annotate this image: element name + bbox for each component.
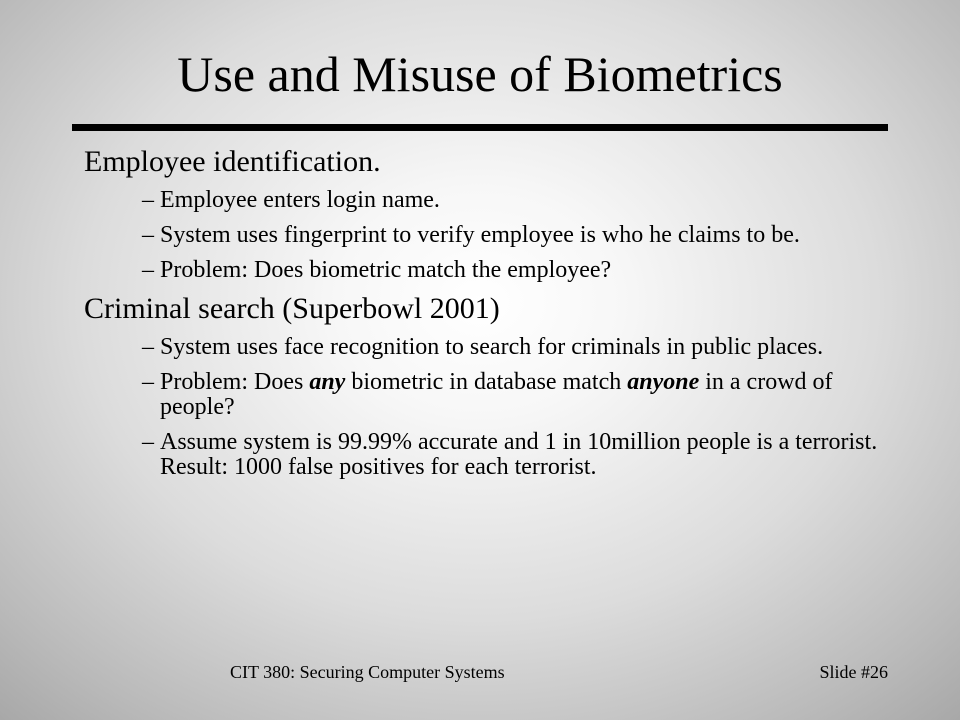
sub-bullet-text: System uses face recognition to search for criminals in public places. [160,334,824,360]
bullet-criminal-search: Criminal search (Superbowl 2001) [84,292,500,325]
slide-title: Use and Misuse of Biometrics [177,46,783,102]
sub-bullet-text-part: biometric in database match [345,369,628,395]
sub-bullet-face-recognition [84,335,904,360]
bullet-employee-identification: Employee identification. [84,145,381,178]
dash-marker: – [142,334,154,360]
sub-bullet-fingerprint [84,223,904,248]
slide-body [84,142,904,480]
emphasis-any: any [309,369,346,395]
emphasis-anyone: anyone [627,369,700,395]
dash-marker: – [142,222,154,248]
sub-bullet-text-part: in a crowd of people? [160,369,833,420]
dash-marker: – [142,187,154,213]
sub-bullet-text: Problem: Does biometric match the employee? [160,257,612,283]
footer-course-title: CIT 380: Securing Computer Systems [230,662,505,682]
footer-slide-number: Slide #26 [819,662,888,682]
sub-bullet-problem-employee [84,258,904,283]
sub-bullet-accuracy-assumption [84,430,904,480]
sub-bullet-text: System uses fingerprint to verify employee is who he claims to be. [160,222,800,248]
dash-marker: – [142,257,154,283]
sub-bullet-text: Assume system is 99.99% accurate and 1 in 10million people is a terrorist. Result: 1000 false positives for each terrorist. [160,429,878,480]
dash-marker: – [142,369,154,395]
sub-bullet-login-name [84,188,904,213]
sub-bullet-problem-crowd [84,370,904,420]
dash-marker: – [142,429,154,455]
title-underline [72,124,888,131]
sub-bullet-text-part: Problem: Does [160,369,310,395]
sub-bullet-text: Employee enters login name. [160,187,440,213]
